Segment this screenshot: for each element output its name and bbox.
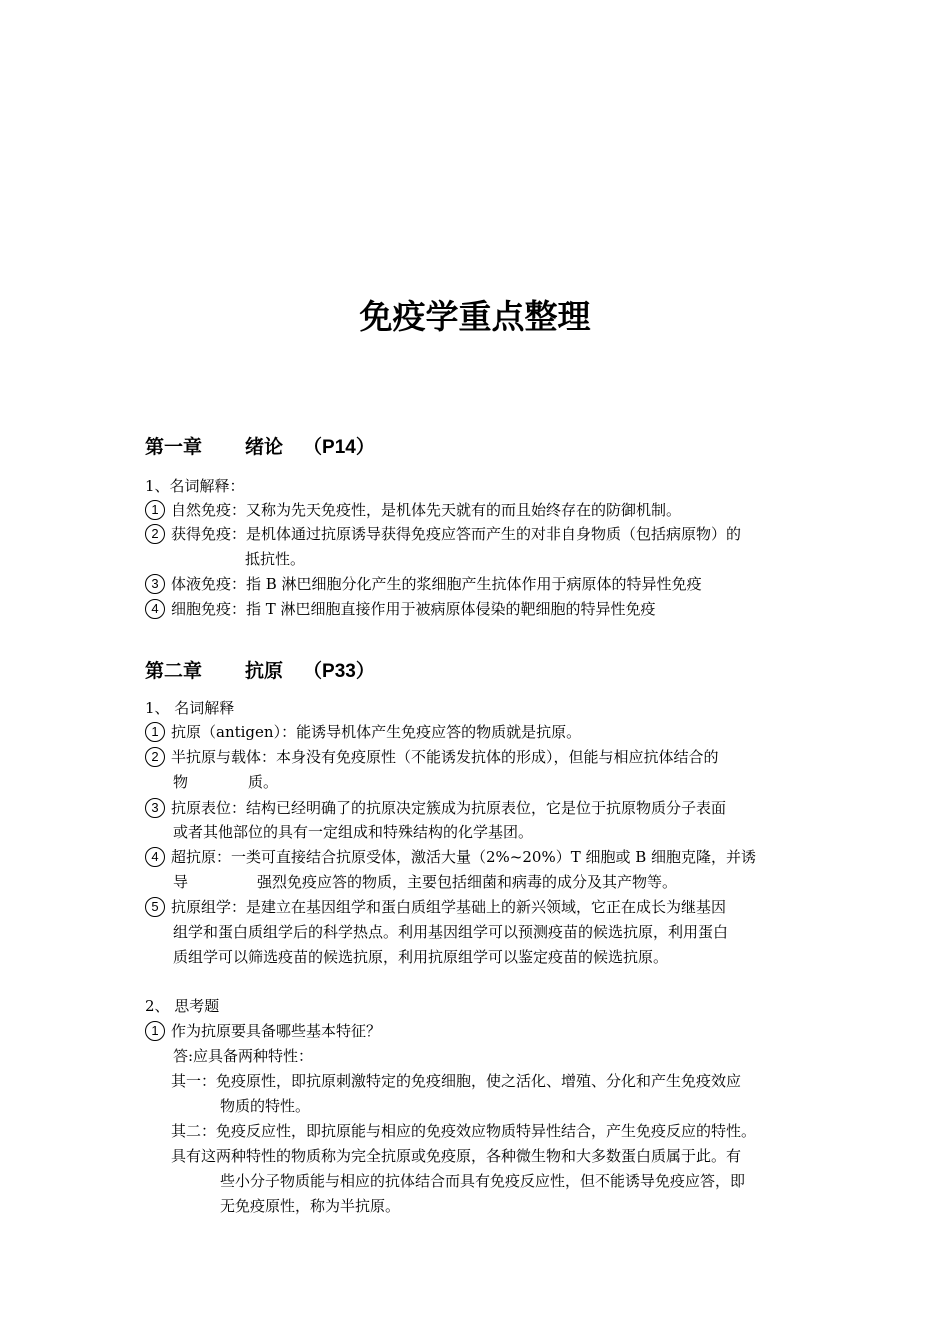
answer-2-text: 免疫反应性，即抗原能与相应的免疫效应物质特异性结合，产生免疫反应的特性。 xyxy=(216,1122,757,1140)
ch2-item-2-continuation-a: 物 xyxy=(173,773,189,791)
circled-number: 3 xyxy=(145,574,165,594)
ch2-item-4-continuation-a: 导 xyxy=(173,873,189,891)
circled-number: 1 xyxy=(145,1021,165,1041)
chapter-2-heading xyxy=(145,656,375,687)
ch2-section-2-heading: 2、 思考题 xyxy=(145,997,220,1015)
circled-number: 1 xyxy=(145,500,165,520)
chapter-1-number: 第一章 xyxy=(145,436,203,458)
ch1-item-4-text: 细胞免疫：指 T 淋巴细胞直接作用于被病原体侵染的靶细胞的特异性免疫 xyxy=(171,600,656,618)
circled-number: 2 xyxy=(145,747,165,767)
answer-1-label: 其一： xyxy=(171,1072,217,1090)
circled-number: 4 xyxy=(145,847,165,867)
circled-number: 2 xyxy=(145,524,165,544)
ch2-item-1-text: 抗原（antigen）：能诱导机体产生免疫应答的物质就是抗原。 xyxy=(171,723,582,741)
ch2-item-4-text: 超抗原：一类可直接结合抗原受体，激活大量（2%~20%）T 细胞或 B 细胞克隆，并诱 xyxy=(171,848,757,866)
document-title: 免疫学重点整理 xyxy=(359,297,591,336)
ch2-item-3-continuation: 或者其他部位的具有一定组成和特殊结构的化学基团。 xyxy=(173,823,534,841)
summary-line-1: 具有这两种特性的物质称为完全抗原或免疫原，各种微生物和大多数蛋白质属于此。有 xyxy=(171,1147,742,1165)
ch1-item-2-continuation: 抵抗性。 xyxy=(245,550,306,568)
ch1-item-3 xyxy=(145,572,702,596)
ch1-item-1-text: 自然免疫：又称为先天免疫性，是机体先天就有的而且始终存在的防御机制。 xyxy=(171,501,682,519)
chapter-2-name: 抗原 xyxy=(245,660,284,682)
answer-2-label: 其二： xyxy=(171,1122,217,1140)
chapter-2-number: 第二章 xyxy=(145,660,203,682)
answer-1-continuation: 物质的特性。 xyxy=(220,1097,311,1115)
ch2-section-1-heading: 1、 名词解释 xyxy=(145,699,235,717)
circled-number: 3 xyxy=(145,798,165,818)
ch1-section-heading: 1、名词解释： xyxy=(145,477,245,495)
ch2-item-4-continuation-b: 强烈免疫应答的物质，主要包括细菌和病毒的成分及其产物等。 xyxy=(257,873,678,891)
ch2-question-1 xyxy=(145,1019,381,1043)
ch1-item-1 xyxy=(145,498,681,522)
chapter-1-page-ref: （P14） xyxy=(303,437,375,458)
ch2-item-3-text: 抗原表位：结构已经明确了的抗原决定簇成为抗原表位，它是位于抗原物质分子表面 xyxy=(171,799,727,817)
ch1-item-3-text: 体液免疫：指 B 淋巴细胞分化产生的浆细胞产生抗体作用于病原体的特异性免疫 xyxy=(171,575,702,593)
ch2-item-4 xyxy=(145,845,756,869)
ch2-question-1-text: 作为抗原要具备哪些基本特征？ xyxy=(171,1022,382,1040)
ch2-item-5 xyxy=(145,895,726,919)
answer-1 xyxy=(171,1069,741,1093)
ch2-item-2 xyxy=(145,745,719,769)
ch2-item-1 xyxy=(145,720,581,744)
circled-number: 1 xyxy=(145,722,165,742)
ch1-item-2 xyxy=(145,522,741,546)
circled-number: 4 xyxy=(145,599,165,619)
ch1-item-4 xyxy=(145,597,656,621)
ch2-item-5-continuation-1: 组学和蛋白质组学后的科学热点。利用基因组学可以预测疫苗的候选抗原，利用蛋白 xyxy=(173,923,729,941)
ch2-item-2-text: 半抗原与载体：本身没有免疫原性（不能诱发抗体的形成），但能与相应抗体结合的 xyxy=(171,748,719,766)
chapter-2-page-ref: （P33） xyxy=(303,661,375,682)
chapter-1-name: 绪论 xyxy=(245,436,284,458)
ch2-item-5-continuation-2: 质组学可以筛选疫苗的候选抗原，利用抗原组学可以鉴定疫苗的候选抗原。 xyxy=(173,948,669,966)
summary-line-2: 些小分子物质能与相应的抗体结合而具有免疫反应性，但不能诱导免疫应答，即 xyxy=(220,1172,746,1190)
ch1-item-2-text: 获得免疫：是机体通过抗原诱导获得免疫应答而产生的对非自身物质（包括病原物）的 xyxy=(171,525,742,543)
ch2-item-5-text: 抗原组学：是建立在基因组学和蛋白质组学基础上的新兴领域，它正在成长为继基因 xyxy=(171,898,727,916)
chapter-1-heading xyxy=(145,432,375,463)
summary-line-3: 无免疫原性，称为半抗原。 xyxy=(220,1197,401,1215)
answer-intro: 答:应具备两种特性： xyxy=(173,1047,314,1065)
answer-1-text: 免疫原性，即抗原刺激特定的免疫细胞，使之活化、增殖、分化和产生免疫效应 xyxy=(216,1072,742,1090)
ch2-item-2-continuation-b: 质。 xyxy=(248,773,279,791)
circled-number: 5 xyxy=(145,897,165,917)
answer-2 xyxy=(171,1119,756,1143)
ch2-item-3 xyxy=(145,796,726,820)
